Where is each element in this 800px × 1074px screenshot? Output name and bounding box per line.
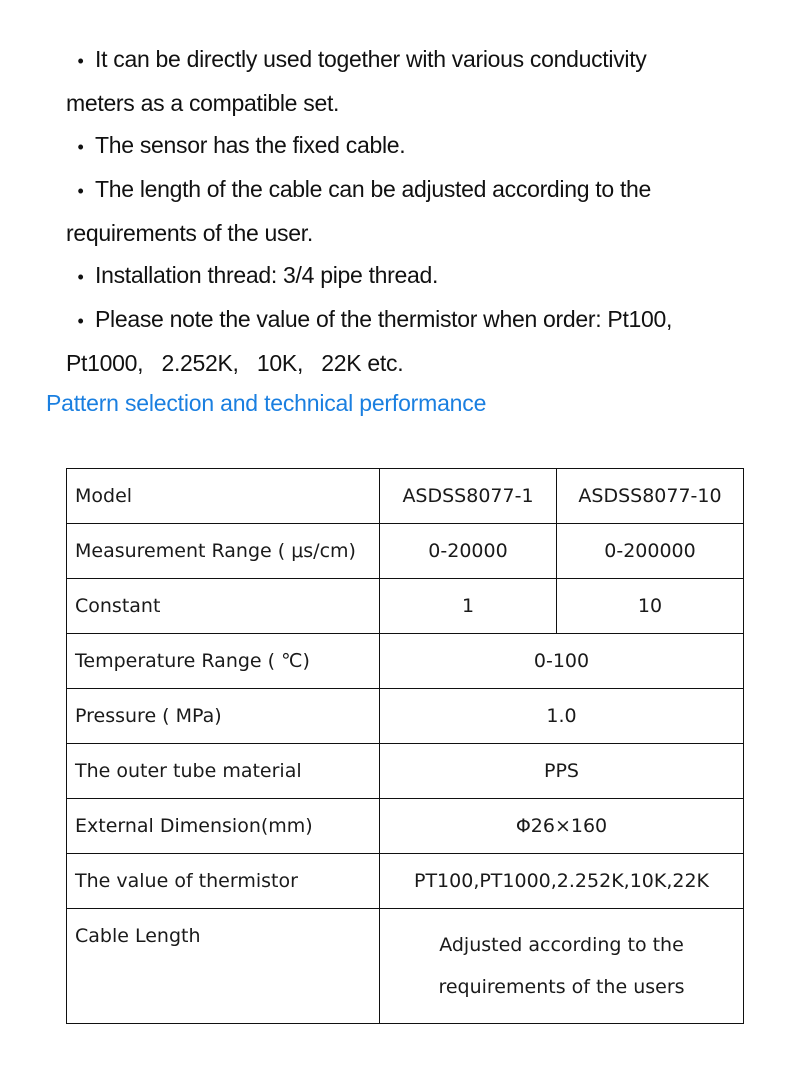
table-row (67, 799, 744, 854)
bullet-icon: • (77, 267, 84, 287)
feature-continuation: Pt1000, 2.252K, 10K, 22K etc. (66, 350, 404, 376)
table-row (67, 579, 744, 634)
cell-value: 0-20000 (380, 524, 557, 579)
row-label: External Dimension(mm) (67, 799, 380, 854)
cell-value (380, 909, 744, 1024)
row-label: Model (67, 469, 380, 524)
table-row (67, 909, 744, 1024)
row-label: Cable Length (67, 909, 380, 1024)
row-label: Constant (67, 579, 380, 634)
bullet-icon: • (77, 311, 84, 331)
row-label: Measurement Range ( μs/cm) (67, 524, 380, 579)
row-label: Temperature Range ( ℃) (67, 634, 380, 689)
cell-value: Φ26×160 (380, 799, 744, 854)
cell-value: 10 (557, 579, 744, 634)
table-row (67, 524, 744, 579)
feature-item (66, 38, 746, 82)
feature-item (66, 254, 746, 298)
table-row (67, 689, 744, 744)
bullet-icon: • (77, 137, 84, 157)
feature-item (66, 298, 746, 342)
cell-value: 1 (380, 579, 557, 634)
cell-value: ASDSS8077-10 (557, 469, 744, 524)
cell-value: 1.0 (380, 689, 744, 744)
feature-text: Please note the value of the thermistor when order: Pt100, (95, 306, 673, 332)
cell-value: PPS (380, 744, 744, 799)
feature-item (66, 168, 746, 212)
feature-text: Installation thread: 3/4 pipe thread. (95, 262, 439, 288)
cell-value: 0-200000 (557, 524, 744, 579)
feature-text: It can be directly used together with various conductivity (95, 46, 647, 72)
table-row (67, 634, 744, 689)
cell-value: ASDSS8077-1 (380, 469, 557, 524)
section-heading: Pattern selection and technical performance (46, 390, 487, 416)
feature-continuation: meters as a compatible set. (66, 90, 340, 116)
spec-table (66, 468, 744, 1024)
cell-line: Adjusted according to the (439, 934, 684, 956)
feature-item (66, 124, 746, 168)
feature-list (66, 38, 746, 384)
row-label: The outer tube material (67, 744, 380, 799)
bullet-icon: • (77, 181, 84, 201)
row-label: The value of thermistor (67, 854, 380, 909)
table-row (67, 854, 744, 909)
table-row (67, 469, 744, 524)
cell-value: 0-100 (380, 634, 744, 689)
bullet-icon: • (77, 51, 84, 71)
feature-continuation: requirements of the user. (66, 220, 313, 246)
cell-value: PT100,PT1000,2.252K,10K,22K (380, 854, 744, 909)
feature-text: The sensor has the fixed cable. (95, 132, 406, 158)
feature-text: The length of the cable can be adjusted according to the (95, 176, 652, 202)
row-label: Pressure ( MPa) (67, 689, 380, 744)
table-row (67, 744, 744, 799)
cell-line: requirements of the users (438, 976, 685, 998)
